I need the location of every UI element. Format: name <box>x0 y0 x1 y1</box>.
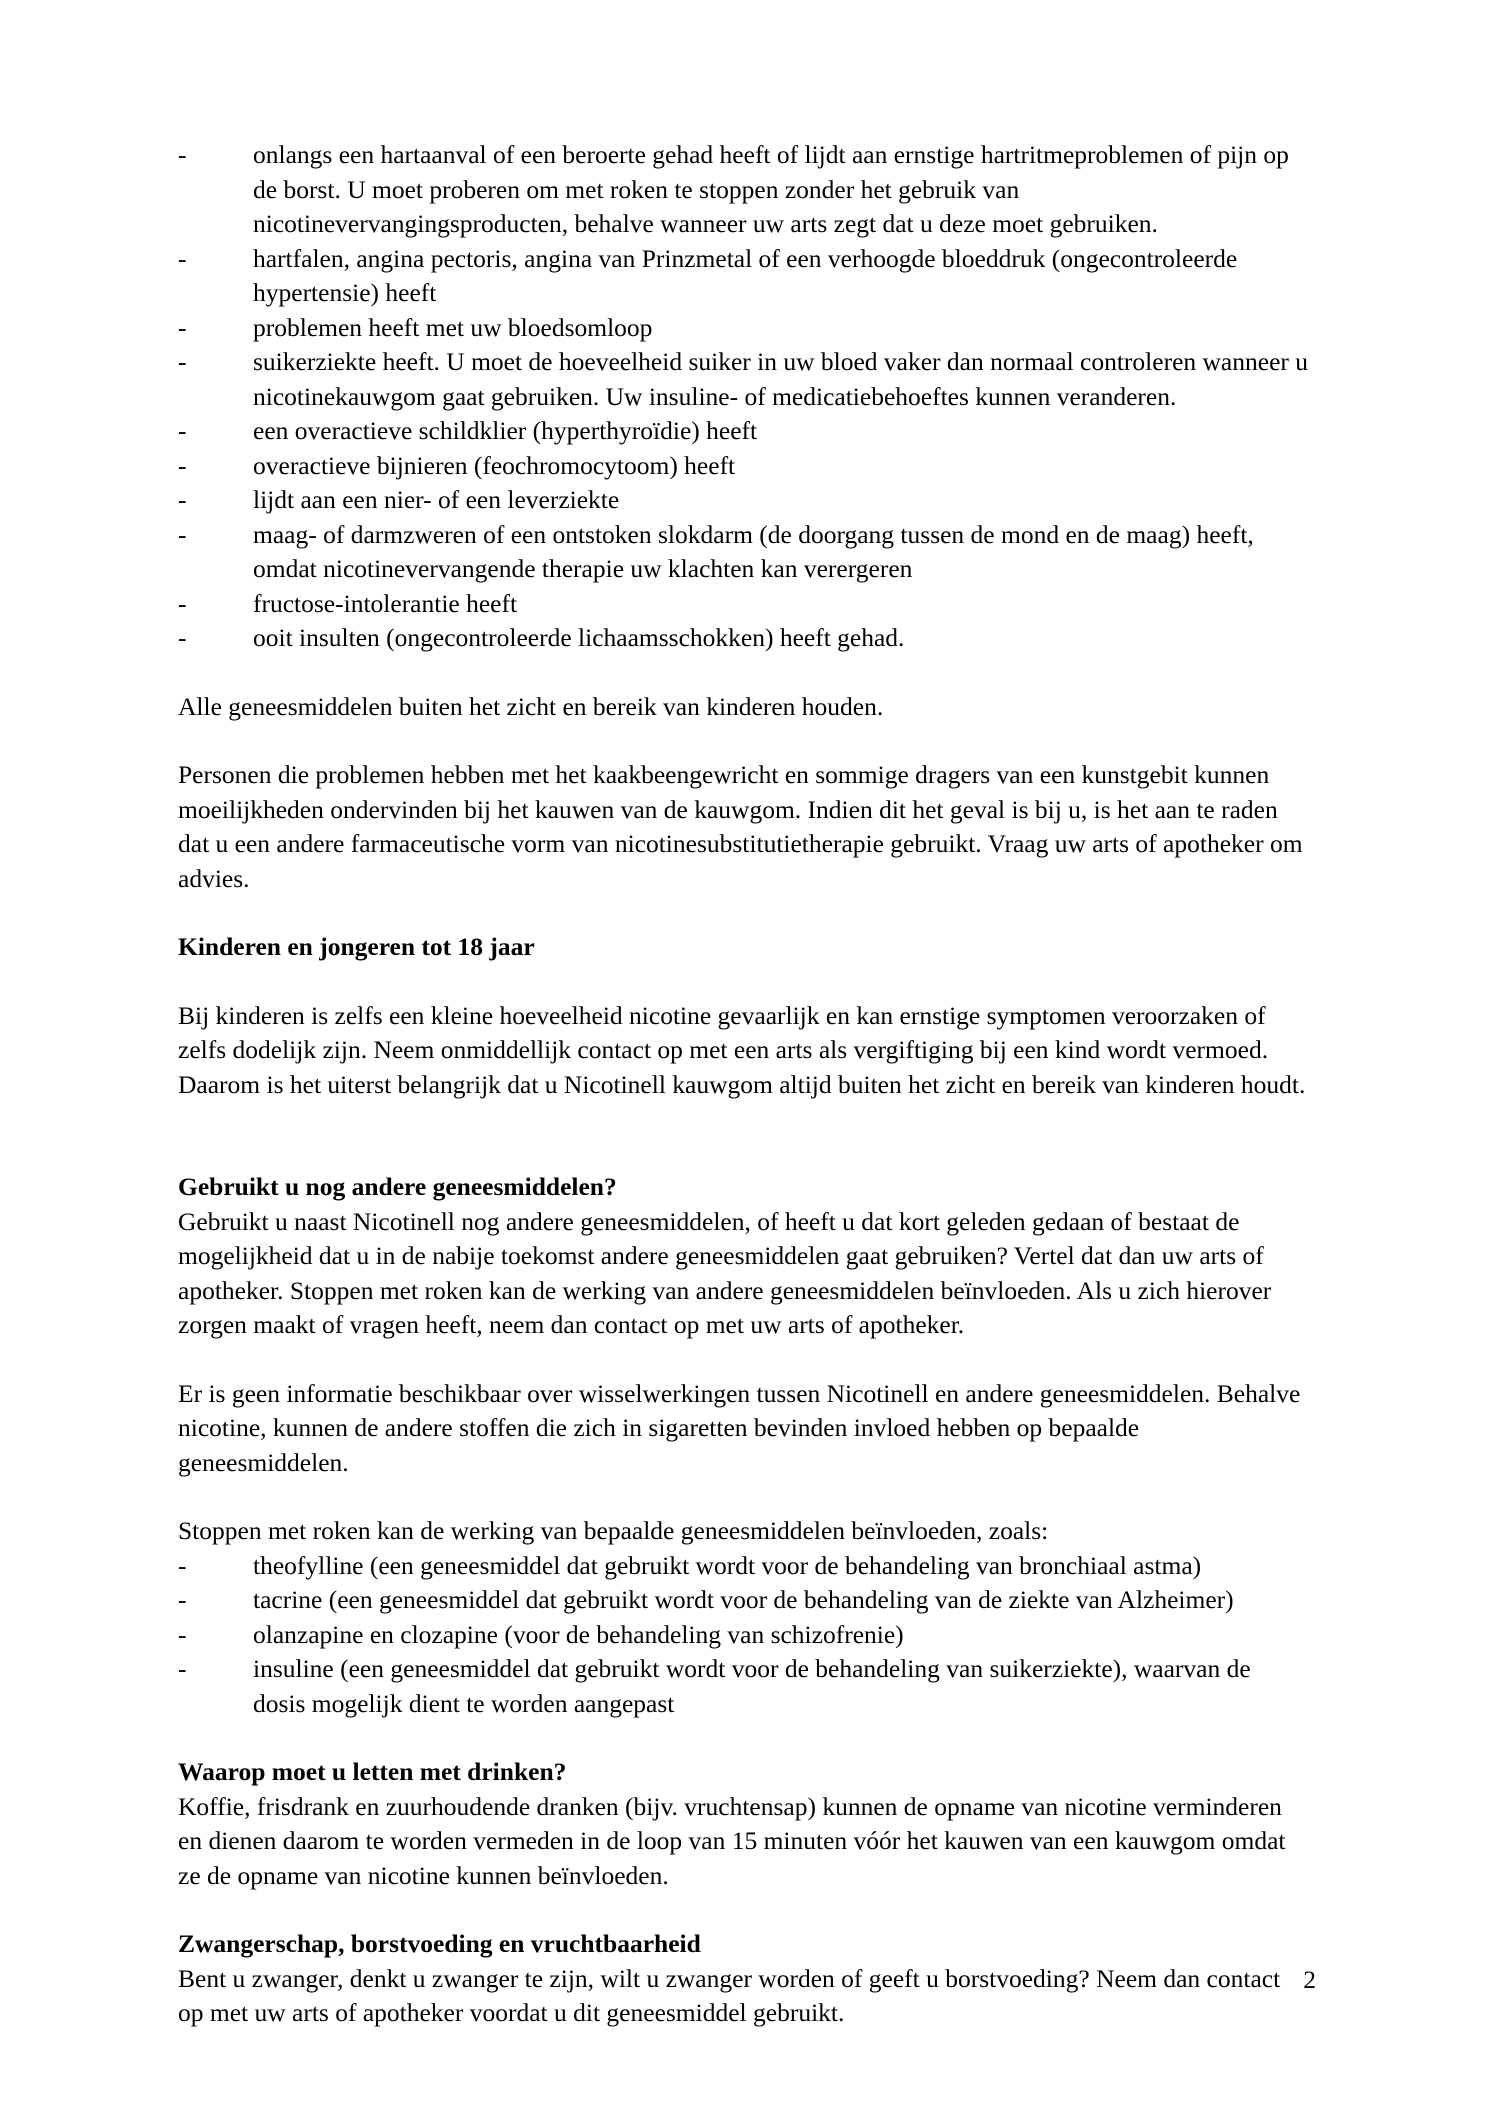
list-item-text: problemen heeft met uw bloedsomloop <box>253 312 653 342</box>
warnings-list <box>178 138 1308 656</box>
bullet-dash: - <box>178 140 187 169</box>
bullet-dash: - <box>178 1550 187 1580</box>
bullet-dash: - <box>178 623 187 652</box>
heading-other-medicines: Gebruikt u nog andere geneesmiddelen? <box>178 1172 617 1201</box>
spacer <box>178 724 1308 758</box>
list-item <box>178 1652 1308 1721</box>
heading-children: Kinderen en jongeren tot 18 jaar <box>178 932 535 961</box>
heading-pregnancy: Zwangerschap, borstvoeding en vruchtbaarheid <box>178 1929 701 1958</box>
list-item <box>178 311 1308 346</box>
spacer <box>178 656 1308 690</box>
spacer <box>178 965 1308 999</box>
other-medicines-paragraph-2: Er is geen informatie beschikbaar over wisselwerkingen tussen Nicotinell en andere geneesmiddelen. Behalve nicotine, kunnen de andere stoffen die zich in sigaretten bevinden invloed hebben op bepaalde geneesmiddelen. <box>178 1378 1301 1477</box>
spacer <box>178 1480 1308 1514</box>
bullet-dash: - <box>178 1585 187 1614</box>
spacer <box>178 1343 1308 1377</box>
page-content <box>178 138 1308 2031</box>
list-item-text: tacrine (een geneesmiddel dat gebruikt wordt voor de behandeling van de ziekte van Alzheimer) <box>253 1585 1234 1614</box>
list-item <box>178 518 1308 587</box>
children-body: Bij kinderen is zelfs een kleine hoeveelheid nicotine gevaarlijk en kan ernstige symptomen veroorzaken of zelfs dodelijk zijn. Neem onmiddellijk contact op met een arts als vergiftiging bij een kind wordt vermoed. Daarom is het uiterst belangrijk dat u Nicotinell kauwgom altijd buiten het zicht en bereik van kinderen houdt. <box>178 1000 1306 1099</box>
bullet-dash: - <box>178 1654 187 1683</box>
list-item-text: hartfalen, angina pectoris, angina van Prinzmetal of een verhoogde bloeddruk (ongecontroleerde hypertensie) heeft <box>253 243 1238 307</box>
interaction-list <box>178 1549 1308 1722</box>
list-item <box>178 242 1308 311</box>
list-item-text: ooit insulten (ongecontroleerde lichaamsschokken) heeft gehad. <box>253 623 905 652</box>
heading-drinking: Waarop moet u letten met drinken? <box>178 1757 567 1786</box>
bullet-dash: - <box>178 243 187 273</box>
list-item-text: suikerziekte heeft. U moet de hoeveelheid suiker in uw bloed vaker dan normaal controleren wanneer u nicotinekauwgom gaat gebruiken. Uw insuline- of medicatiebehoeftes kunnen veranderen. <box>253 347 1309 411</box>
list-item <box>178 483 1308 518</box>
bullet-dash: - <box>178 519 187 549</box>
denture-note: Personen die problemen hebben met het kaakbeengewricht en sommige dragers van een kunstgebit kunnen moeilijkheden ondervinden bij het kauwen van de kauwgom. Indien dit het geval is bij u, is het aan te raden dat u een andere farmaceutische vorm van nicotinesubstitutietherapie gebruikt. Vraag uw arts of apotheker om advies. <box>178 760 1303 893</box>
list-item-text: een overactieve schildklier (hyperthyroïdie) heeft <box>253 416 758 445</box>
bullet-dash: - <box>178 450 187 480</box>
list-item-text: overactieve bijnieren (feochromocytoom) heeft <box>253 450 736 480</box>
list-item-text: olanzapine en clozapine (voor de behandeling van schizofrenie) <box>253 1619 904 1649</box>
list-item <box>178 449 1308 484</box>
list-item <box>178 1583 1308 1618</box>
bullet-dash: - <box>178 416 187 445</box>
bullet-dash: - <box>178 485 187 514</box>
bullet-dash: - <box>178 1619 187 1649</box>
storage-note: Alle geneesmiddelen buiten het zicht en bereik van kinderen houden. <box>178 691 884 721</box>
bullet-dash: - <box>178 588 187 618</box>
list-item-text: onlangs een hartaanval of een beroerte gehad heeft of lijdt aan ernstige hartritmeproblemen of pijn op de borst. U moet proberen om met roken te stoppen zonder het gebruik van nicotinevervangingsproducten, behalve wanneer uw arts zegt dat u deze moet gebruiken. <box>253 140 1289 238</box>
spacer <box>178 896 1308 930</box>
list-item <box>178 414 1308 449</box>
list-item-text: theofylline (een geneesmiddel dat gebruikt wordt voor de behandeling van bronchiaal astma) <box>253 1550 1202 1580</box>
spacer <box>178 1102 1308 1170</box>
list-item-text: maag- of darmzweren of een ontstoken slokdarm (de doorgang tussen de mond en de maag) heeft, omdat nicotinevervangende therapie uw klachten kan verergeren <box>253 519 1254 583</box>
other-medicines-paragraph-3: Stoppen met roken kan de werking van bepaalde geneesmiddelen beïnvloeden, zoals: <box>178 1516 1049 1545</box>
list-item <box>178 1549 1308 1584</box>
list-item <box>178 1618 1308 1653</box>
spacer <box>178 1893 1308 1927</box>
drinking-body: Koffie, frisdrank en zuurhoudende dranken (bijv. vruchtensap) kunnen de opname van nicotine verminderen en dienen daarom te worden vermeden in de loop van 15 minuten vóór het kauwen van een kauwgom omdat ze de opname van nicotine kunnen beïnvloeden. <box>178 1791 1286 1890</box>
bullet-dash: - <box>178 312 187 342</box>
list-item <box>178 345 1308 414</box>
list-item <box>178 587 1308 622</box>
bullet-dash: - <box>178 347 187 376</box>
list-item-text: fructose-intolerantie heeft <box>253 588 518 618</box>
list-item <box>178 621 1308 656</box>
list-item-text: insuline (een geneesmiddel dat gebruikt wordt voor de behandeling van suikerziekte), waarvan de dosis mogelijk dient te worden aangepast <box>253 1654 1251 1718</box>
list-item <box>178 138 1308 242</box>
list-item-text: lijdt aan een nier- of een leverziekte <box>253 485 620 514</box>
pregnancy-body: Bent u zwanger, denkt u zwanger te zijn, wilt u zwanger worden of geeft u borstvoeding? Neem dan contact op met uw arts of apotheker voordat u dit geneesmiddel gebruikt. <box>178 1963 1281 2027</box>
other-medicines-paragraph-1: Gebruikt u naast Nicotinell nog andere geneesmiddelen, of heeft u dat kort geleden gedaan of bestaat de mogelijkheid dat u in de nabije toekomst andere geneesmiddelen gaat gebruiken? Vertel dat dan uw arts of apotheker. Stoppen met roken kan de werking van andere geneesmiddelen beïnvloeden. Als u zich hierover zorgen maakt of vragen heeft, neem dan contact op met uw arts of apotheker. <box>178 1206 1272 1339</box>
spacer <box>178 1721 1308 1755</box>
page-number: 2 <box>1303 1965 1316 1994</box>
